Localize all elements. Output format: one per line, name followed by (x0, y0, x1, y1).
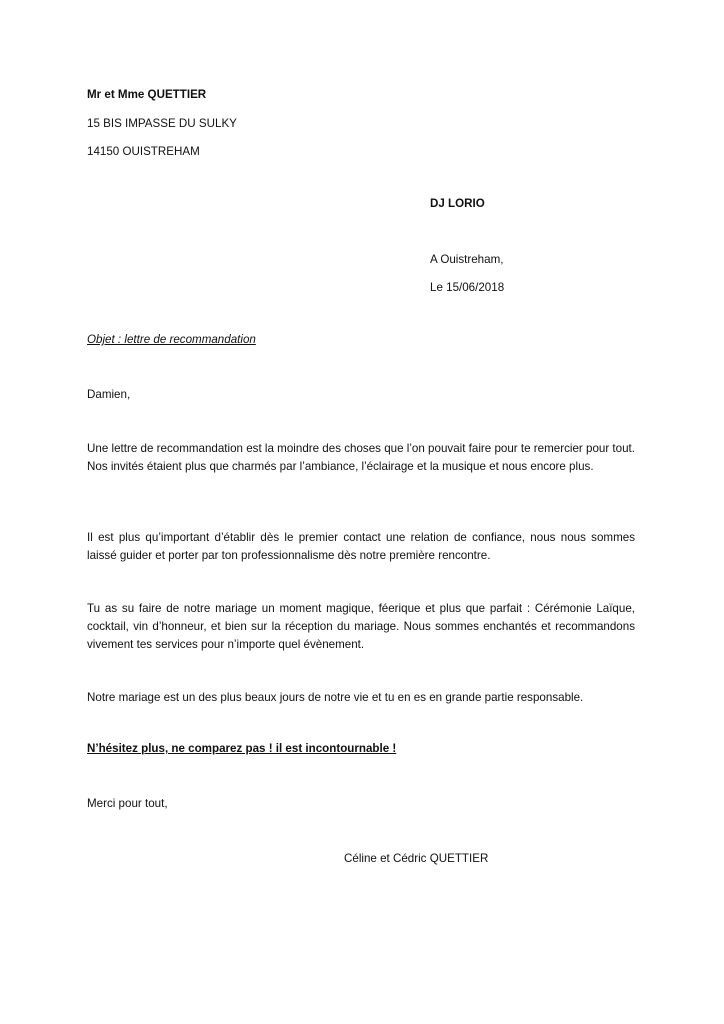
closing: Merci pour tout, (87, 797, 168, 810)
letter-place: A Ouistreham, (430, 253, 504, 266)
recipient-name: DJ LORIO (430, 197, 485, 210)
salutation: Damien, (87, 388, 131, 401)
paragraph-thanks: Une lettre de recommandation est la moindre des choses que l’on pouvait faire pour te remercier pour tout. Nos invités étaient plus que charmés par l’ambiance, l’éclairage et la musique et nous encore plus. (87, 442, 635, 473)
sender-name: Mr et Mme QUETTIER (87, 88, 207, 101)
paragraph-trust: Il est plus qu’important d’établir dès le premier contact une relation de confiance, nous nous sommes laissé guider et porter par ton professionnalisme dès notre première rencontre. (87, 531, 635, 562)
sender-city: 14150 OUISTREHAM (87, 145, 200, 158)
paragraph-best-day: Notre mariage est un des plus beaux jours de notre vie et tu en es en grande partie responsable. (87, 691, 584, 704)
letter-subject: Objet : lettre de recommandation (87, 333, 256, 346)
signature: Céline et Cédric QUETTIER (344, 852, 489, 865)
sender-address: 15 BIS IMPASSE DU SULKY (87, 117, 237, 130)
letter-date: Le 15/06/2018 (430, 281, 505, 294)
paragraph-wedding: Tu as su faire de notre mariage un moment magique, féerique et plus que parfait : Cérémonie Laïque, cocktail, vin d’honneur, et bien sur la réception du mariage. Nous sommes enchantés et recommandons vivement tes services pour n’importe quel évènement. (87, 602, 635, 651)
punchline: N’hésitez plus, ne comparez pas ! il est incontournable ! (87, 742, 397, 755)
